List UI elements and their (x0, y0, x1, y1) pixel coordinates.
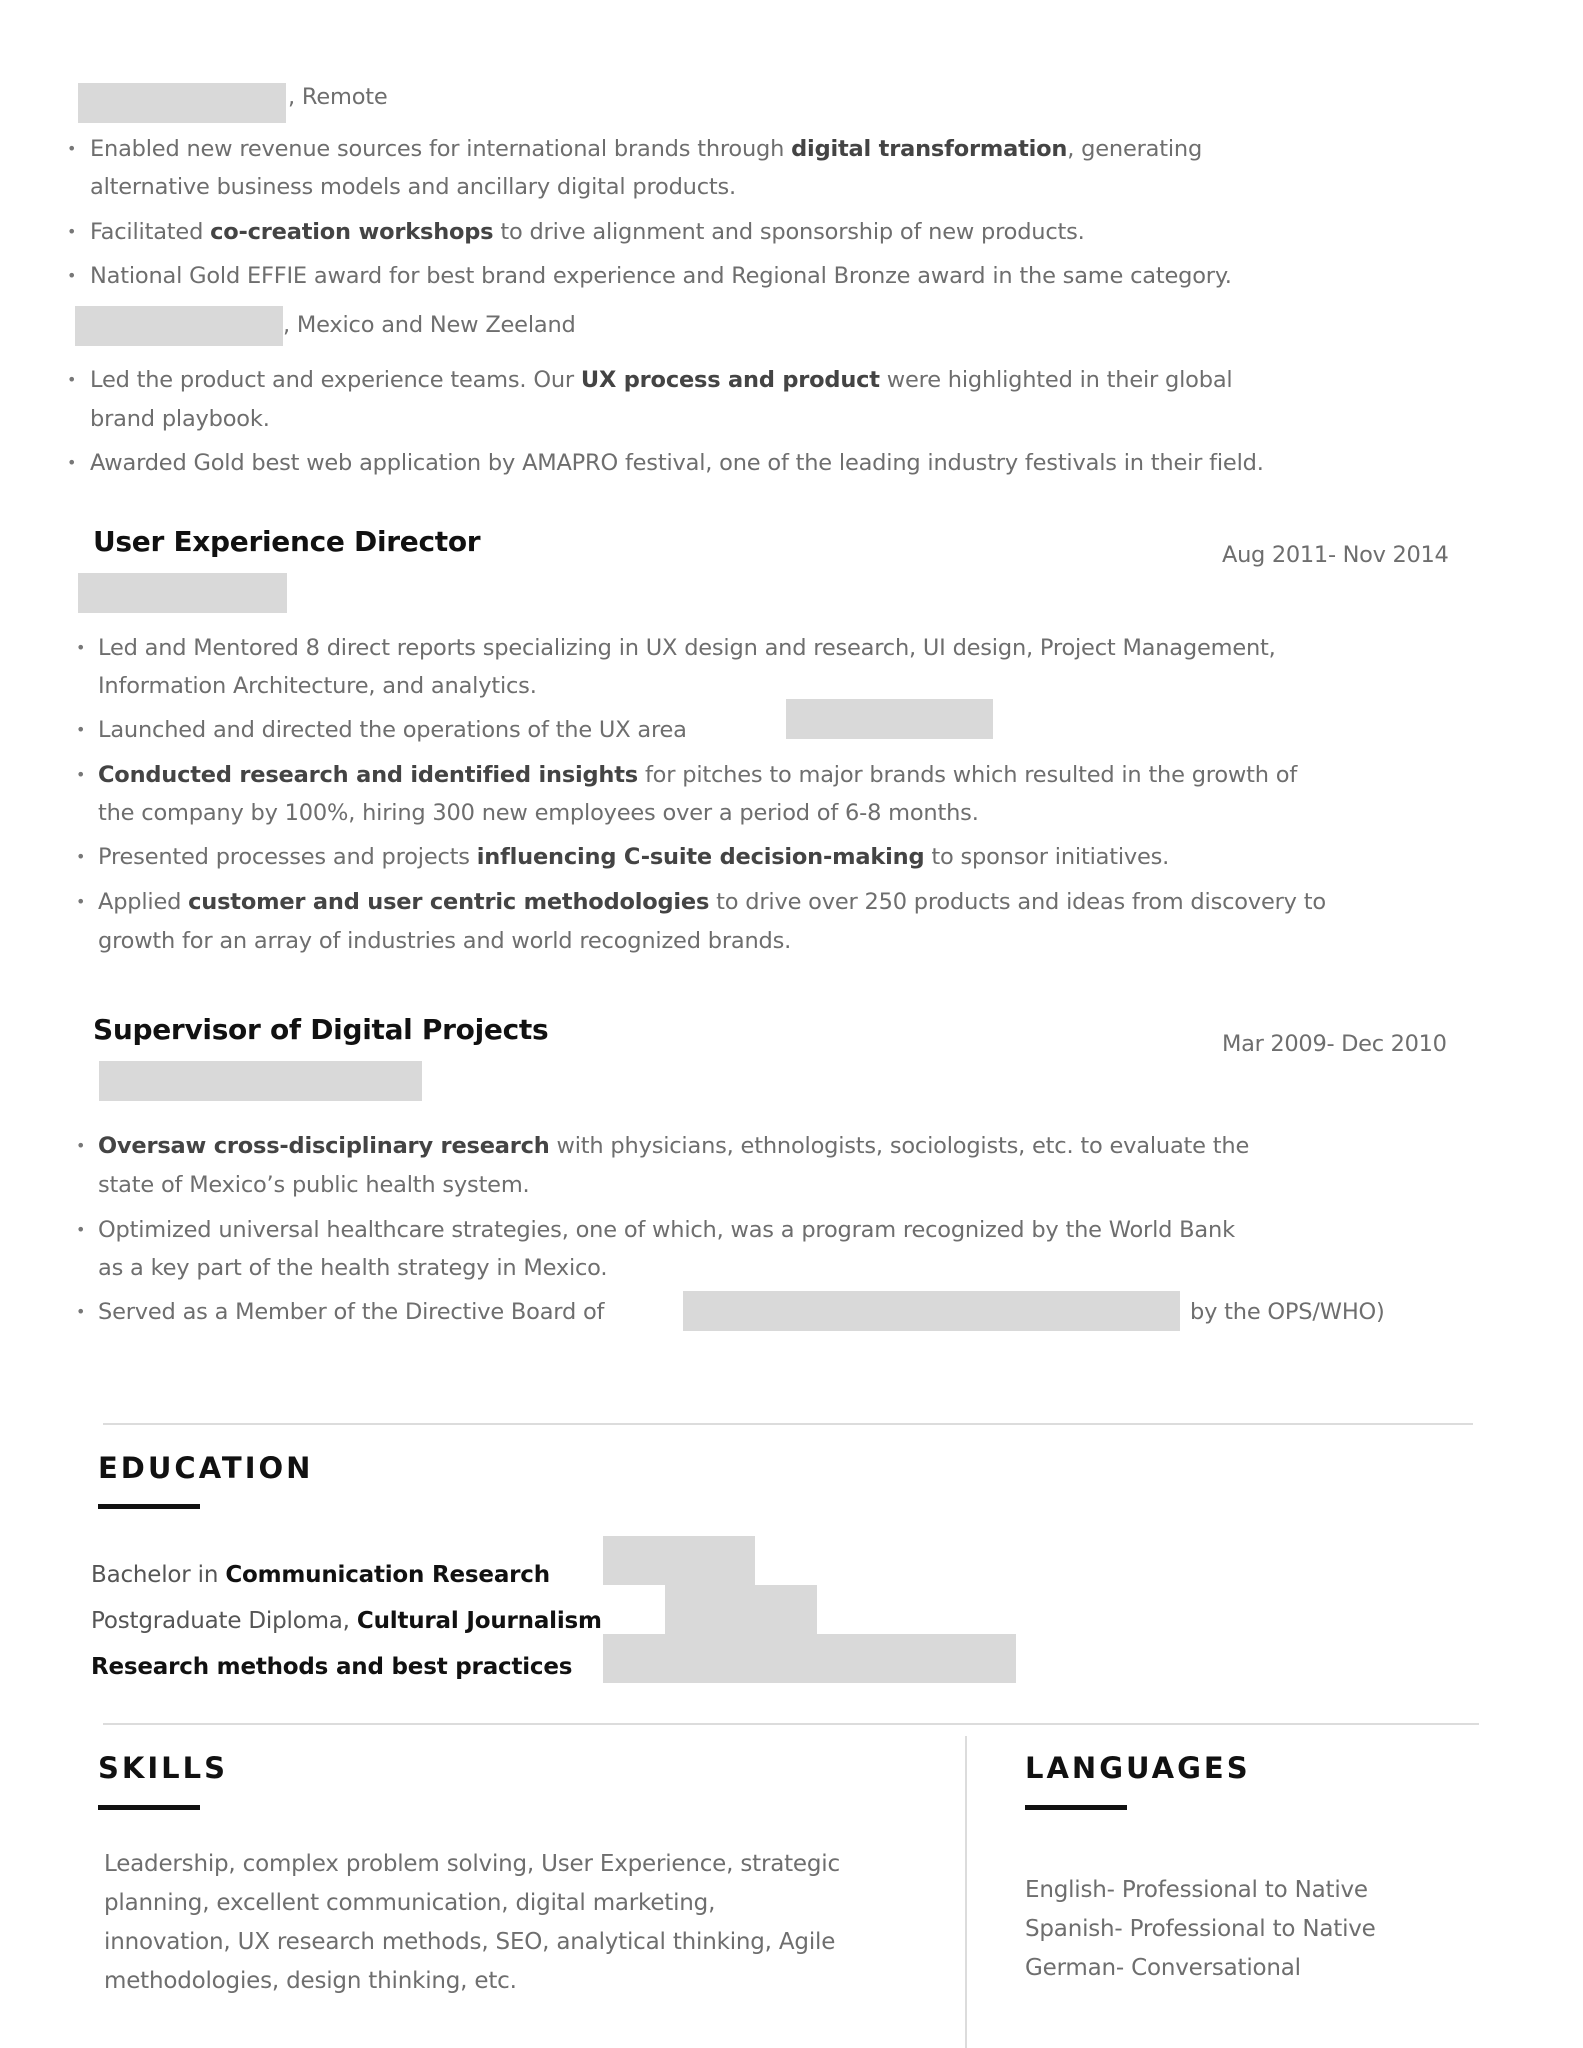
section-divider (103, 1723, 1479, 1725)
section-underline (98, 1805, 200, 1810)
bullet-text-cont: the company by 100%, hiring 300 new employees over a period of 6-8 months. (98, 800, 979, 826)
bullet-text-cont: Information Architecture, and analytics. (98, 673, 537, 699)
bullet-text (98, 1215, 1235, 1245)
education-degree: Bachelor in (91, 1562, 226, 1588)
bullet-text-cont: growth for an array of industries and world recognized brands. (98, 928, 792, 954)
bold-phrase: Conducted research and identified insights (98, 762, 638, 788)
bullet-text (98, 633, 1276, 663)
job-title: User Experience Director (93, 525, 481, 558)
bold-phrase: customer and user centric methodologies (188, 889, 710, 915)
bullet-icon: • (76, 892, 86, 911)
location-remote: , Remote (288, 84, 388, 110)
redacted-school (603, 1634, 1016, 1683)
section-title-education: EDUCATION (98, 1451, 314, 1485)
bold-phrase: Oversaw cross-disciplinary research (98, 1133, 550, 1159)
text-run: were highlighted in their global (879, 367, 1233, 393)
text-run: to drive over 250 products and ideas from discovery to (709, 889, 1326, 915)
text-run: Led and Mentored 8 direct reports specializing in UX design and research, UI design, Project Management, (98, 635, 1276, 661)
section-title-languages: LANGUAGES (1025, 1751, 1251, 1785)
bullet-icon: • (67, 370, 77, 389)
redacted-company-2 (75, 306, 283, 346)
skills-line: innovation, UX research methods, SEO, analytical thinking, Agile (104, 1929, 836, 1955)
bullet-text (98, 842, 1169, 872)
text-run: National Gold EFFIE award for best brand experience and Regional Bronze award in the same category. (90, 263, 1232, 289)
bullet-text-cont: alternative business models and ancillary digital products. (90, 174, 736, 200)
bold-phrase: co-creation workshops (210, 219, 494, 245)
redacted-school (603, 1536, 755, 1585)
bullet-icon: • (67, 453, 77, 472)
bullet-text (98, 760, 1297, 790)
job-dates: Aug 2011- Nov 2014 (1222, 542, 1449, 568)
bullet-text-cont: brand playbook. (90, 406, 270, 432)
text-run: with physicians, ethnologists, sociologists, etc. to evaluate the (549, 1133, 1250, 1159)
text-run: Enabled new revenue sources for international brands through (90, 136, 792, 162)
education-item (91, 1560, 550, 1590)
bold-phrase: influencing C-suite decision-making (476, 844, 925, 870)
bullet-icon: • (67, 139, 77, 158)
bullet-icon: • (76, 765, 86, 784)
text-run: Applied (98, 889, 189, 915)
bullet-text (98, 1297, 604, 1327)
bullet-icon: • (67, 222, 77, 241)
text-run: Led the product and experience teams. Our (90, 367, 581, 393)
redacted-company-1 (78, 83, 286, 123)
language-item: Spanish- Professional to Native (1025, 1916, 1376, 1942)
bullet-text (98, 715, 687, 745)
redacted-company (78, 573, 287, 613)
skills-line: planning, excellent communication, digital marketing, (104, 1890, 716, 1916)
bold-phrase: UX process and product (580, 367, 880, 393)
text-run: Presented processes and projects (98, 844, 477, 870)
bullet-text (90, 134, 1202, 164)
bullet-icon: • (76, 847, 86, 866)
bullet-text-cont: as a key part of the health strategy in Mexico. (98, 1255, 608, 1281)
education-field: Research methods and best practices (91, 1654, 573, 1680)
bullet-text-tail: by the OPS/WHO) (1190, 1299, 1385, 1325)
section-title-skills: SKILLS (98, 1751, 228, 1785)
skills-line: Leadership, complex problem solving, User Experience, strategic (104, 1851, 840, 1877)
redacted-school (665, 1585, 817, 1634)
section-underline (98, 1504, 200, 1509)
language-item: German- Conversational (1025, 1955, 1301, 1981)
bullet-text (98, 1131, 1249, 1161)
language-item: English- Professional to Native (1025, 1877, 1368, 1903)
bullet-icon: • (76, 1136, 86, 1155)
section-divider (103, 1423, 1473, 1425)
text-run: for pitches to major brands which resulted in the growth of (638, 762, 1298, 788)
bullet-text (90, 365, 1232, 395)
text-run: Facilitated (90, 219, 211, 245)
skills-text (104, 1845, 840, 2001)
education-field: Communication Research (225, 1562, 550, 1588)
bullet-icon: • (76, 638, 86, 657)
job-title: Supervisor of Digital Projects (93, 1013, 549, 1046)
languages-list (1025, 1871, 1376, 1988)
location-mexico-nz: , Mexico and New Zeeland (283, 312, 576, 338)
redacted-company (786, 699, 993, 739)
text-run: Optimized universal healthcare strategies, one of which, was a program recognized by the World Bank (98, 1217, 1235, 1243)
education-item (91, 1606, 602, 1636)
education-field: Cultural Journalism (356, 1608, 602, 1634)
bullet-text (90, 261, 1232, 291)
redacted-company (99, 1061, 422, 1101)
skills-line: methodologies, design thinking, etc. (104, 1968, 517, 1994)
bullet-text (90, 448, 1264, 478)
bullet-icon: • (76, 1302, 86, 1321)
text-run: to drive alignment and sponsorship of new products. (493, 219, 1085, 245)
section-underline (1025, 1805, 1127, 1810)
text-run: , generating (1067, 136, 1203, 162)
bold-phrase: digital transformation (791, 136, 1068, 162)
text-run: Served as a Member of the Directive Board of (98, 1299, 605, 1325)
bullet-text-cont: state of Mexico’s public health system. (98, 1172, 530, 1198)
text-run: to sponsor initiatives. (924, 844, 1170, 870)
bullet-icon: • (76, 1220, 86, 1239)
education-degree: Postgraduate Diploma, (91, 1608, 357, 1634)
bullet-text (98, 887, 1326, 917)
redacted-organization (683, 1291, 1180, 1331)
job-dates: Mar 2009- Dec 2010 (1222, 1031, 1447, 1057)
text-run: Launched and directed the operations of the UX area (98, 717, 687, 743)
text-run: Awarded Gold best web application by AMAPRO festival, one of the leading industry festivals in their field. (90, 450, 1264, 476)
bullet-icon: • (76, 720, 86, 739)
education-item (91, 1652, 572, 1682)
bullet-text (90, 217, 1085, 247)
bullet-icon: • (67, 266, 77, 285)
column-divider (965, 1736, 967, 2048)
